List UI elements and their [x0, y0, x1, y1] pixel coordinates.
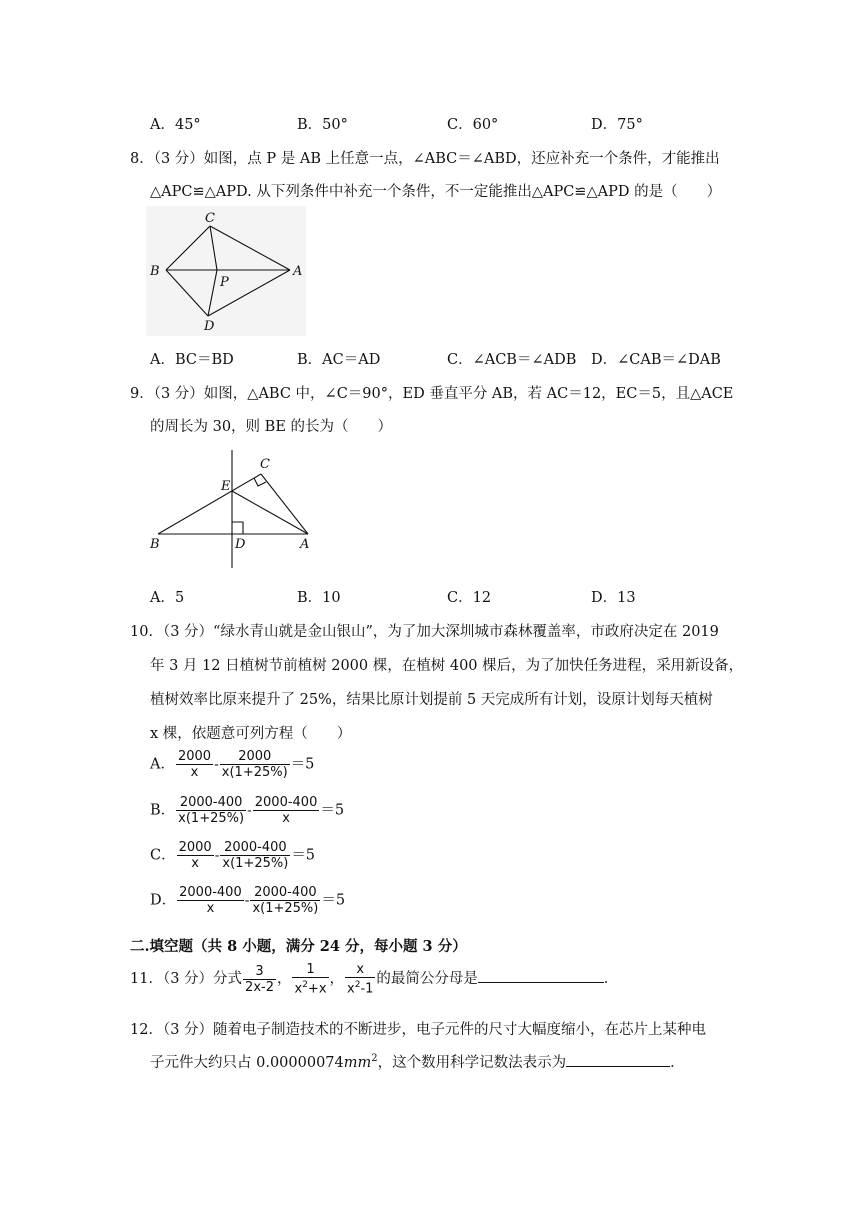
q7-option-c: C．60° — [447, 117, 499, 133]
q10-option-c: C． $\frac{2000}{x}$ - $\frac{2000-400}{x(1+25\%)}$ ＝5 — [150, 840, 316, 871]
q8-stem-line2: △APC≌△APD. 从下列条件中补充一个条件，不一定能推出△APC≌△APD 的是（ ） — [150, 184, 722, 200]
q9-option-c: C．12 — [447, 590, 492, 606]
q7-option-b: B．50° — [297, 117, 348, 133]
q8-figure — [146, 206, 306, 336]
q8-option-c: C．∠ACB＝∠ADB — [447, 352, 577, 368]
q9-label-a: A — [300, 537, 310, 552]
q8-option-b: B．AC＝AD — [297, 352, 381, 368]
q9-option-d: D．13 — [591, 590, 636, 606]
q10-stem-line1: 10．（3 分）“绿水青山就是金山银山”，为了加大深圳城市森林覆盖率，市政府决定在 2019 — [130, 624, 719, 640]
q8-stem-line1: 8．（3 分）如图，点 P 是 AB 上任意一点，∠ABC＝∠ABD，还应补充一个条件，才能推出 — [130, 151, 720, 167]
q9-stem-line2: 的周长为 30，则 BE 的长为（ ） — [150, 419, 393, 435]
q10-stem-line3: 植树效率比原来提升了 25%，结果比原计划提前 5 天完成所有计划，设原计划每天植树 — [150, 692, 713, 708]
q10-option-b: B． $\frac{2000-400}{x(1+25\%)}$ - $\frac{2000-400}{x}$ ＝5 — [150, 795, 345, 826]
q10-option-d: D． $\frac{2000-400}{x}$ - $\frac{2000-400}{x(1+25\%)}$ ＝5 — [150, 885, 346, 916]
q10-stem-line2: 年 3 月 12 日植树节前植树 2000 棵，在植树 400 棵后，为了加快任务进程，采用新设备， — [150, 658, 744, 674]
q8-label-b: B — [150, 264, 160, 279]
q11-fraction-1: $\frac{3}{2x-2}$ — [245, 963, 274, 995]
q8-label-p: P — [220, 275, 229, 290]
q9-label-b: B — [150, 537, 160, 552]
q10-stem-line4: x 棵，依题意可列方程（ ） — [150, 726, 352, 742]
q8-label-d: D — [204, 319, 215, 334]
q7-option-d: D．75° — [591, 117, 643, 133]
q9-label-d: D — [235, 537, 246, 552]
q9-option-a: A．5 — [150, 590, 185, 606]
section2-title: 二.填空题（共 8 小题，满分 24 分，每小题 3 分） — [130, 938, 467, 955]
q11-fraction-3: $\frac{x}{x^2-1}$ — [347, 962, 374, 997]
q9-label-c: C — [260, 457, 270, 472]
q8-option-a: A．BC＝BD — [150, 352, 234, 368]
q8-label-c: C — [205, 211, 215, 226]
q9-label-e: E — [221, 479, 231, 494]
q11: 11．（3 分）分式 $\frac{3}{2x-2}$ ， $\frac{1}{x^2+x}$ ， $\frac{x}{x^2-1}$ 的最简公分母是 ． — [130, 962, 619, 997]
q8-label-a: A — [293, 264, 303, 279]
q12-answer-blank[interactable] — [566, 1052, 670, 1067]
q12-stem-line1: 12．（3 分）随着电子制造技术的不断进步，电子元件的尺寸大幅度缩小，在芯片上某种电 — [130, 1022, 707, 1038]
q9-figure — [148, 448, 318, 572]
q11-fraction-2: $\frac{1}{x^2+x}$ — [294, 962, 327, 997]
q8-option-d: D．∠CAB＝∠DAB — [591, 352, 721, 368]
q7-option-a: A．45° — [150, 117, 201, 133]
q9-stem-line1: 9．（3 分）如图，△ABC 中，∠C＝90°，ED 垂直平分 AB，若 AC＝12，EC＝5，且△ACE — [130, 386, 734, 402]
q11-answer-blank[interactable] — [478, 968, 604, 983]
q12-stem-line2: 子元件大约只占 $0.00000074mm^2$，这个数用科学记数法表示为 ． — [150, 1053, 685, 1071]
q9-option-b: B．10 — [297, 590, 341, 606]
q10-option-a: A． $\frac{2000}{x}$ - $\frac{2000}{x(1+25\%)}$ ＝5 — [150, 749, 315, 780]
